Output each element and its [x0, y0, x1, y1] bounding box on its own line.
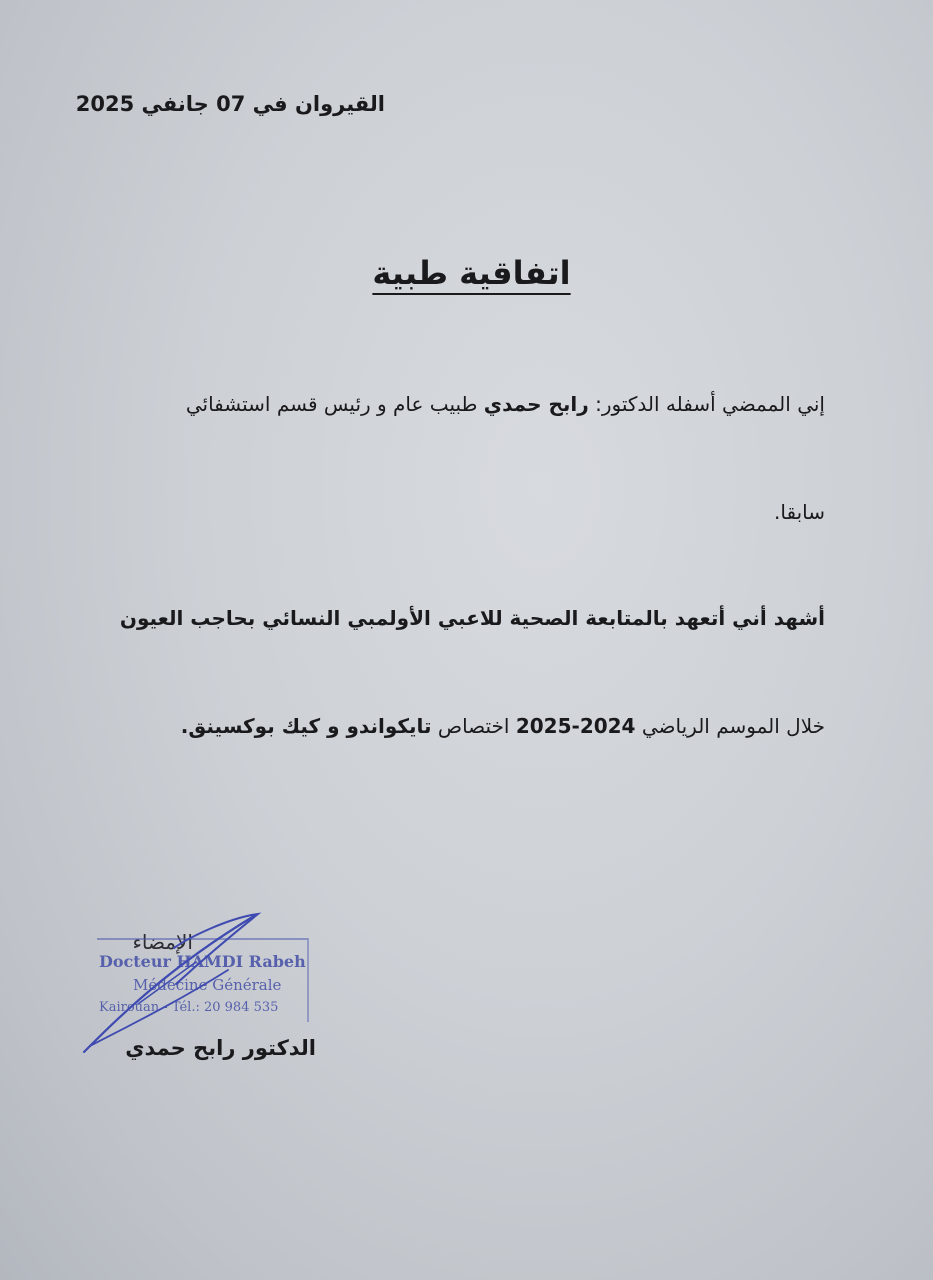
- paragraph-line-4: [181, 714, 825, 738]
- stamp-line-2: Médecine Générale: [133, 976, 282, 994]
- line4-prefix: خلال الموسم الرياضي: [635, 714, 825, 738]
- season-years: 2024-2025: [515, 714, 636, 738]
- paragraph-line-3: أشهد أني أتعهد بالمتابعة الصحية للاعبي الأولمبي النسائي بحاجب العيون: [119, 606, 825, 630]
- stamp-line-1: Docteur HAMDI Rabeh: [99, 952, 306, 971]
- signature-label: الإمضاء: [132, 930, 193, 954]
- doctor-name-signature: الدكتور رابح حمدي: [125, 1036, 316, 1060]
- line1-suffix: طبيب عام و رئيس قسم استشفائي: [185, 392, 484, 416]
- paragraph-line-1: [186, 392, 825, 416]
- date-line: القيروان في 07 جانفي 2025: [75, 92, 385, 116]
- sports-disciplines: تايكواندو و كيك بوكسينق.: [180, 714, 432, 738]
- line4-middle: اختصاص: [431, 714, 516, 738]
- doctor-name-inline: رابح حمدي: [483, 392, 589, 416]
- stamp-line-3: Kairouan - Tél.: 20 984 535: [99, 1000, 279, 1015]
- document-title: اتفاقية طبية: [372, 254, 571, 292]
- paragraph-line-2: سابقا.: [774, 500, 825, 524]
- line1-prefix: إني الممضي أسفله الدكتور:: [588, 392, 825, 416]
